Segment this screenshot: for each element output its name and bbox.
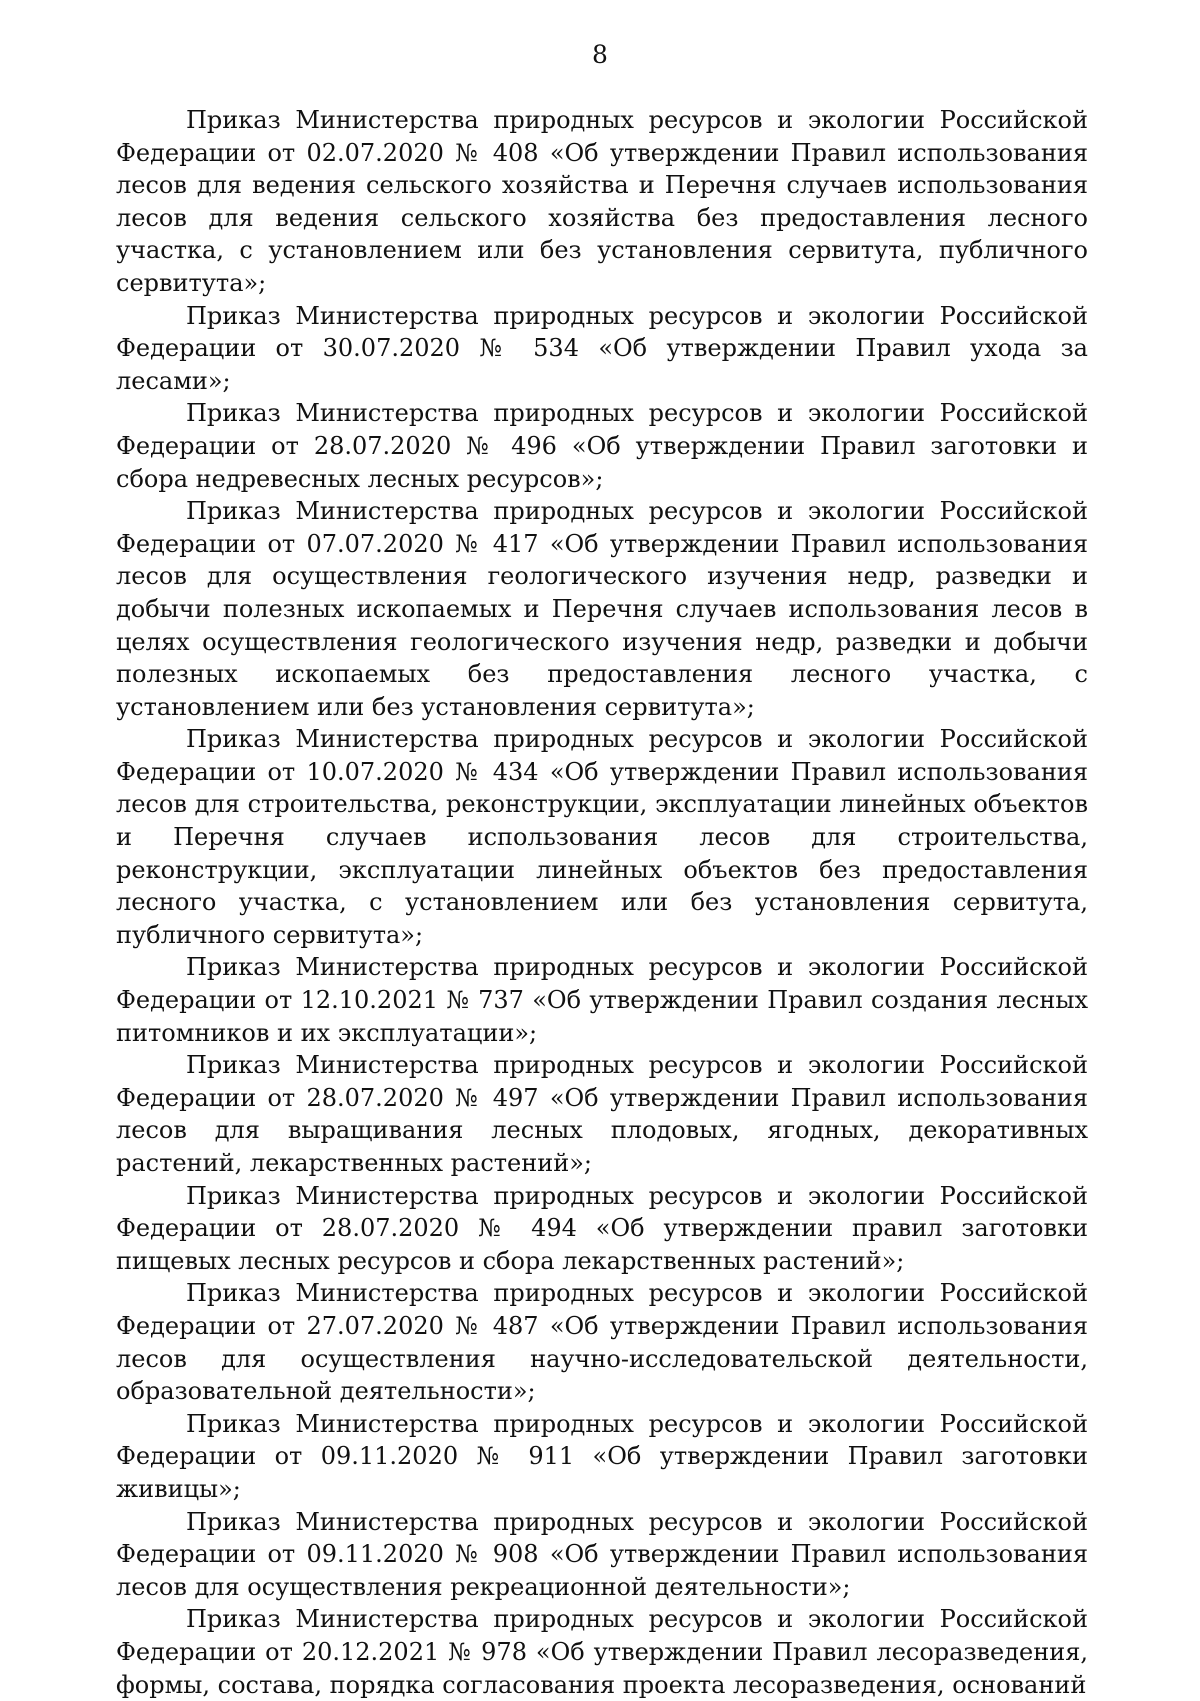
paragraph-order-408: Приказ Министерства природных ресурсов и экологии Российской Федерации от 02.07.2020 № 408 «Об утверждении Правил использования лесов для ведения сельского хозяйства и Перечня случаев использования лесов для ведения сельского хозяйства без предоставления лесного участка, с установлением или без установления сервитута, публичного сервитута»; [116, 106, 1088, 297]
paragraph-order-417: Приказ Министерства природных ресурсов и экологии Российской Федерации от 07.07.2020 № 417 «Об утверждении Правил использования лесов для осуществления геологического изучения недр, разведки и добычи полезных ископаемых и Перечня случаев использования лесов в целях осуществления геологического изучения недр, разведки и добычи полезных ископаемых без предоставления лесного участка, с установлением или без установления сервитута»; [116, 497, 1088, 721]
paragraph-order-911: Приказ Министерства природных ресурсов и экологии Российской Федерации от 09.11.2020 № 911 «Об утверждении Правил заготовки живицы»; [116, 1409, 1088, 1503]
document-body [116, 104, 1088, 1701]
paragraph-order-494: Приказ Министерства природных ресурсов и экологии Российской Федерации от 28.07.2020 № 494 «Об утверждении правил заготовки пищевых лесных ресурсов и сбора лекарственных растений»; [116, 1181, 1088, 1275]
page-number: 8 [592, 40, 608, 69]
paragraph-order-434: Приказ Министерства природных ресурсов и экологии Российской Федерации от 10.07.2020 № 434 «Об утверждении Правил использования лесов для строительства, реконструкции, эксплуатации линейных объектов и Перечня случаев использования лесов для строительства, реконструкции, эксплуатации линейных объектов без предоставления лесного участка, с установлением или без установления сервитута, публичного сервитута»; [116, 725, 1088, 949]
paragraph-order-737: Приказ Министерства природных ресурсов и экологии Российской Федерации от 12.10.2021 № 737 «Об утверждении Правил создания лесных питомников и их эксплуатации»; [116, 953, 1088, 1047]
paragraph-order-534: Приказ Министерства природных ресурсов и экологии Российской Федерации от 30.07.2020 № 534 «Об утверждении Правил ухода за лесами»; [116, 301, 1088, 395]
paragraph-order-908: Приказ Министерства природных ресурсов и экологии Российской Федерации от 09.11.2020 № 908 «Об утверждении Правил использования лесов для осуществления рекреационной деятельности»; [116, 1507, 1088, 1601]
paragraph-order-497: Приказ Министерства природных ресурсов и экологии Российской Федерации от 28.07.2020 № 497 «Об утверждении Правил использования лесов для выращивания лесных плодовых, ягодных, декоративных растений, лекарственных растений»; [116, 1051, 1088, 1177]
paragraph-order-978: Приказ Министерства природных ресурсов и экологии Российской Федерации от 20.12.2021 № 978 «Об утверждении Правил лесоразведения, формы, состава, порядка согласования проекта лесоразведения, оснований [116, 1605, 1088, 1699]
paragraph-order-496: Приказ Министерства природных ресурсов и экологии Российской Федерации от 28.07.2020 № 496 «Об утверждении Правил заготовки и сбора недревесных лесных ресурсов»; [116, 399, 1088, 493]
paragraph-order-487: Приказ Министерства природных ресурсов и экологии Российской Федерации от 27.07.2020 № 487 «Об утверждении Правил использования лесов для осуществления научно-исследовательской деятельности, образовательной деятельности»; [116, 1279, 1088, 1406]
